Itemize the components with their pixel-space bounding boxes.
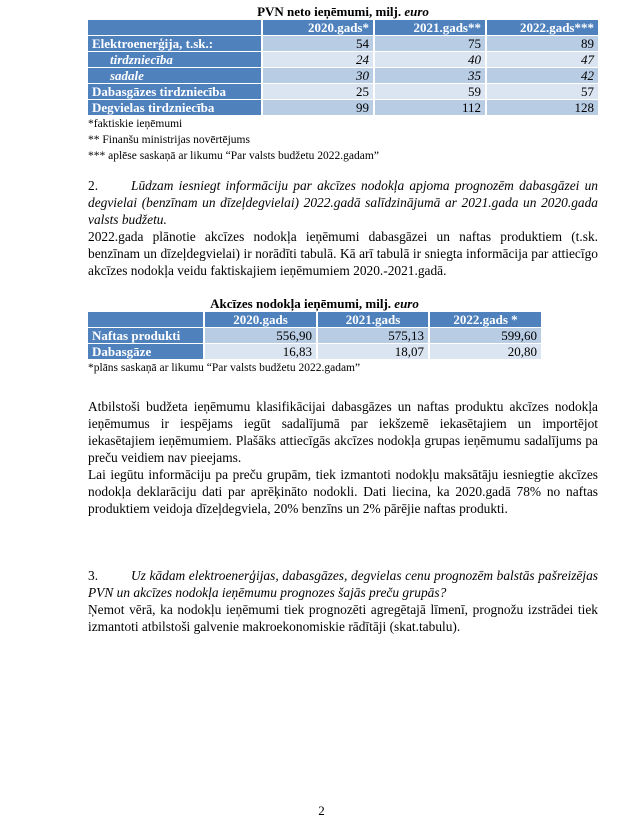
cell: 54 xyxy=(263,36,375,51)
row-label: Dabasgāzes tirdzniecība xyxy=(88,84,263,99)
title-text: PVN neto ieņēmumi, milj. xyxy=(257,4,402,19)
header-cell: 2021.gads** xyxy=(375,20,487,35)
table-note: *** aplēse saskaņā ar likumu “Par valsts budžetu 2022.gadam” xyxy=(88,150,379,162)
cell: 18,07 xyxy=(318,344,430,359)
vat-revenue-table xyxy=(88,19,600,116)
question-number: 2. xyxy=(88,178,99,193)
cell: 112 xyxy=(375,100,487,115)
cell: 30 xyxy=(263,68,375,83)
header-cell: 2020.gads* xyxy=(263,20,375,35)
header-cell: 2021.gads xyxy=(318,312,430,327)
cell: 20,80 xyxy=(430,344,543,359)
table-title xyxy=(88,5,598,19)
table-note: ** Finanšu ministrijas novērtējums xyxy=(88,134,250,146)
excise-revenue-table-block xyxy=(88,297,541,376)
row-label: sadale xyxy=(88,68,263,83)
title-text: Akcīzes nodokļa ieņēmumi, milj. xyxy=(210,296,392,311)
cell: 35 xyxy=(375,68,487,83)
table-note: *faktiskie ieņēmumi xyxy=(88,118,183,130)
row-label: Naftas produkti xyxy=(88,328,205,343)
cell: 40 xyxy=(375,52,487,67)
row-label: Degvielas tirdzniecība xyxy=(88,100,263,115)
vat-revenue-table-block xyxy=(88,5,598,164)
cell: 47 xyxy=(487,52,600,67)
cell: 25 xyxy=(263,84,375,99)
cell: 75 xyxy=(375,36,487,51)
cell: 24 xyxy=(263,52,375,67)
cell: 59 xyxy=(375,84,487,99)
answer-text: Ņemot vērā, ka nodokļu ieņēmumi tiek prognozēti agregētajā līmenī, prognožu izstrādei tiek izmantoti atbilstoši galvenie makroekonomiskie rādītāji (skat.tabulu). xyxy=(88,602,598,634)
header-cell: 2022.gads*** xyxy=(487,20,600,35)
cell: 599,60 xyxy=(430,328,543,343)
question-3 xyxy=(88,567,598,635)
excise-revenue-table xyxy=(88,311,543,360)
paragraph: Lai iegūtu informāciju pa preču grupām, tiek izmantoti nodokļu maksātāju iesniegtie akcīzes nodokļa deklarāciju dati par aprēķināto nodokli. Dati liecina, ka 2020.gadā 78% no naftas produktiem veidoja dīzeļdegviela, 20% benzīns un 2% pārējie naftas produkti. xyxy=(88,467,598,516)
question-text: Uz kādam elektroenerģijas, dabasgāzes, degvielas cenu prognozēm balstās pašreizējas PVN un akcīzes nodokļa ieņēmumu prognozes šajās preču grupās? xyxy=(88,568,598,600)
table-row xyxy=(88,68,600,83)
table-row xyxy=(88,36,600,51)
cell: 556,90 xyxy=(205,328,318,343)
table-note: *plāns saskaņā ar likumu “Par valsts budžetu 2022.gadam” xyxy=(88,362,361,374)
header-cell: 2022.gads * xyxy=(430,312,543,327)
cell: 128 xyxy=(487,100,600,115)
question-number: 3. xyxy=(88,568,99,583)
table-row xyxy=(88,52,600,67)
title-unit: euro xyxy=(394,296,419,311)
row-label: Dabasgāze xyxy=(88,344,205,359)
table-row xyxy=(88,328,543,343)
table-row xyxy=(88,344,543,359)
question-text: Lūdzam iesniegt informāciju par akcīzes nodokļa apjoma prognozēm dabasgāzei un degvielai (benzīnam un dīzeļdegvielai) 2022.gadā salīdzinājumā ar 2021.gada un 2020.gada valsts budžetu. xyxy=(88,178,598,227)
cell: 57 xyxy=(487,84,600,99)
title-unit: euro xyxy=(404,4,429,19)
header-cell xyxy=(88,20,263,35)
header-cell xyxy=(88,312,205,327)
cell: 89 xyxy=(487,36,600,51)
cell: 99 xyxy=(263,100,375,115)
table-title xyxy=(88,297,541,311)
cell: 575,13 xyxy=(318,328,430,343)
question-2 xyxy=(88,177,598,279)
header-row xyxy=(88,312,543,327)
row-label: Elektroenerģija, t.sk.: xyxy=(88,36,263,51)
table-row xyxy=(88,100,600,115)
header-cell: 2020.gads xyxy=(205,312,318,327)
page-number: 2 xyxy=(318,803,325,818)
answer-text: 2022.gada plānotie akcīzes nodokļa ieņēmumi dabasgāzei un naftas produktiem (t.sk. benzīnam un dīzeļdegvielai) ir norādīti tabulā. Kā arī tabulā ir sniegta informācija par attiecīgo akcīzes nodokļa veidu faktiskajiem ieņēmumiem 2020.-2021.gadā. xyxy=(88,229,598,278)
table-row xyxy=(88,84,600,99)
cell: 16,83 xyxy=(205,344,318,359)
cell: 42 xyxy=(487,68,600,83)
paragraph: Atbilstoši budžeta ieņēmumu klasifikācijai dabasgāzes un naftas produktu akcīzes nodokļa ieņēmumus ir iespējams iegūt sadalījumā par iekšzemē iekasētajiem un importējot iekasētajiem ieņēmumiem. Plašāks attiecīgās akcīzes nodokļa grupas ieņēmumu sadalījums pa preču veidiem nav pieejams. xyxy=(88,399,598,465)
row-label: tirdzniecība xyxy=(88,52,263,67)
header-row xyxy=(88,20,600,35)
